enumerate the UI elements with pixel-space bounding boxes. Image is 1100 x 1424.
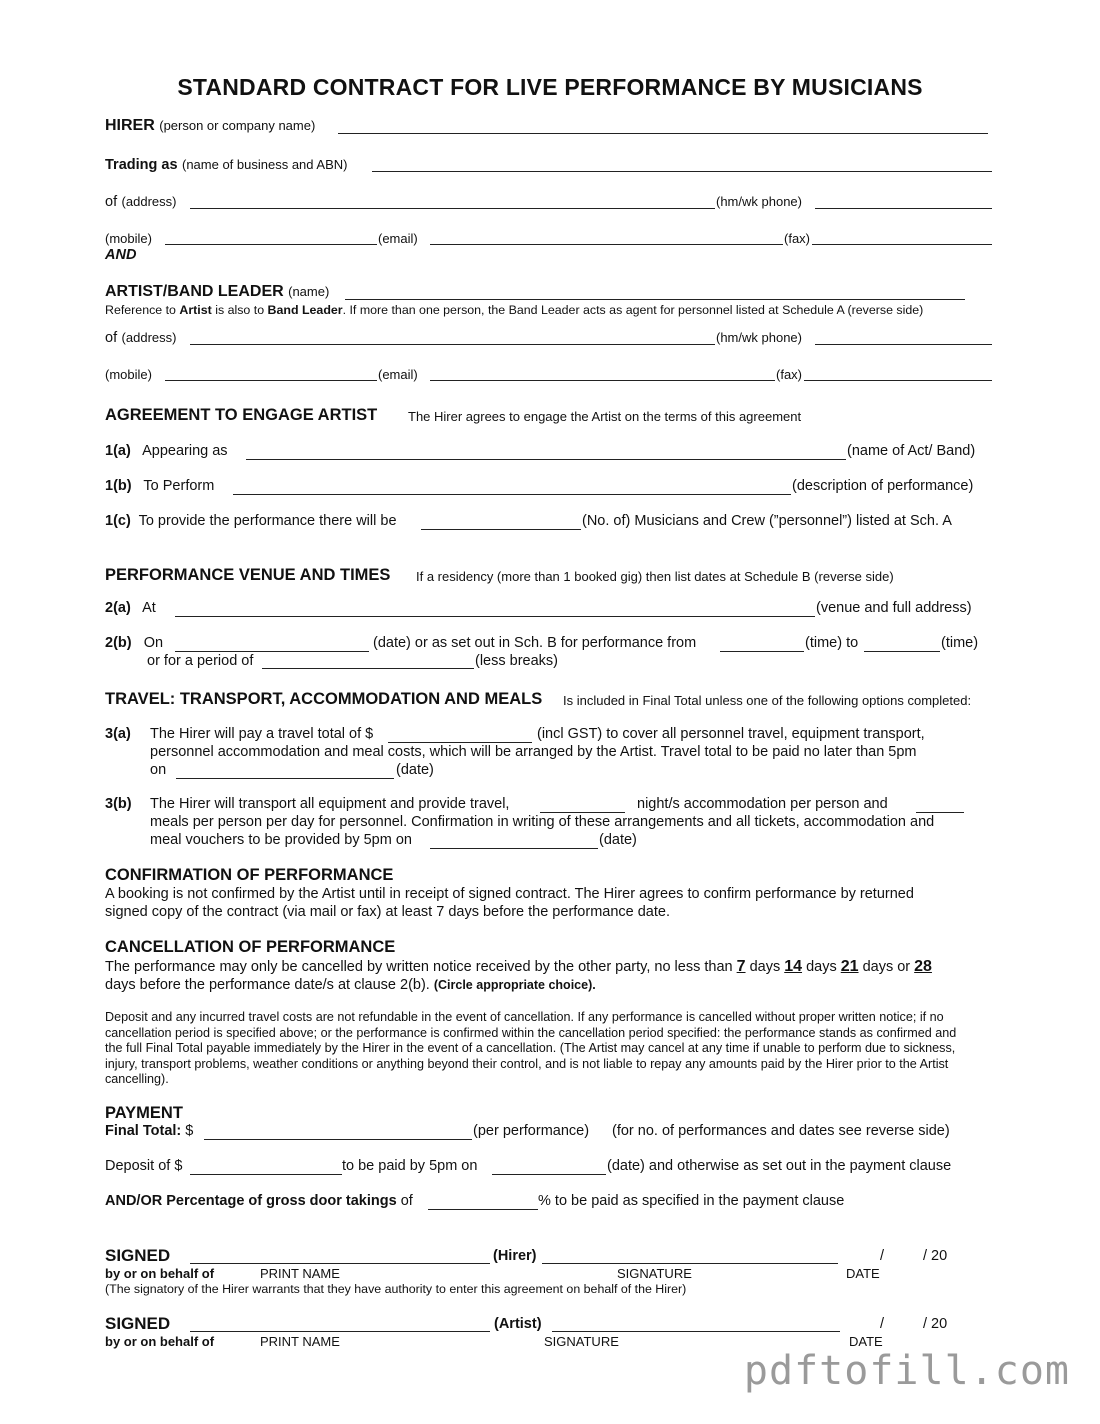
note-post: . If more than one person, the Band Leader acts as agent for personnel listed at Schedule A (reverse side) xyxy=(342,303,924,317)
travel-a-line1a: The Hirer will pay a travel total of $ xyxy=(150,726,374,742)
signed-hirer-label: SIGNED xyxy=(105,1246,171,1265)
cancellation-line1 xyxy=(105,958,932,976)
clause-1c xyxy=(105,513,397,529)
period-field[interactable] xyxy=(262,668,474,669)
travel-b-line1b: night/s accommodation per person and xyxy=(637,796,888,812)
clause-text: Appearing as xyxy=(142,443,228,459)
confirmation-line2: signed copy of the contract (via mail or fax) at least 7 days before the performance date. xyxy=(105,904,670,920)
clause-1b xyxy=(105,478,214,494)
travel-sub: Is included in Final Total unless one of the following options completed: xyxy=(563,693,972,708)
artist-date-slash: / xyxy=(880,1316,885,1332)
clause-num: 1(c) xyxy=(105,513,131,529)
cancellation-text: The performance may only be cancelled by written notice received by the other party, no less than xyxy=(105,959,733,975)
nights-field[interactable] xyxy=(540,812,625,813)
venue-suffix: (venue and full address) xyxy=(816,600,972,616)
cancellation-line2 xyxy=(105,977,596,993)
trading-label: Trading as xyxy=(105,157,178,173)
travel-b-line3a: meal vouchers to be provided by 5pm on xyxy=(150,832,412,848)
clause-text: To provide the performance there will be xyxy=(138,513,397,529)
hirer-row xyxy=(105,117,315,135)
artist-note xyxy=(105,303,923,317)
option-14-days[interactable]: 14 xyxy=(784,958,803,975)
circle-note: (Circle appropriate choice). xyxy=(433,978,596,992)
percentage-field[interactable] xyxy=(428,1209,538,1210)
percentage-text: % to be paid as specified in the payment clause xyxy=(538,1193,845,1209)
venue-sub: If a residency (more than 1 booked gig) then list dates at Schedule B (reverse side) xyxy=(416,569,894,584)
of-label: of xyxy=(400,1193,413,1209)
artist-sub: (name) xyxy=(288,284,330,299)
artist-mobile-label: (mobile) xyxy=(105,367,152,382)
paid-by-label: to be paid by 5pm on xyxy=(342,1158,478,1174)
clause-text: On xyxy=(143,635,164,651)
travel-b-line1a: The Hirer will transport all equipment and provide travel, xyxy=(150,796,510,812)
breaks-label: (less breaks) xyxy=(475,653,558,669)
final-total-field[interactable] xyxy=(204,1139,472,1140)
artist-phone-field[interactable] xyxy=(815,344,992,345)
travel-total-field[interactable] xyxy=(388,742,532,743)
cancellation-heading: CANCELLATION OF PERFORMANCE xyxy=(105,938,396,956)
hirer-phone-label: (hm/wk phone) xyxy=(716,194,802,209)
artist-signature-label: SIGNATURE xyxy=(544,1334,619,1349)
artist-print-label: PRINT NAME xyxy=(260,1334,340,1349)
hirer-label: HIRER xyxy=(105,117,155,134)
artist-row xyxy=(105,283,329,301)
artist-date-year: / 20 xyxy=(923,1316,948,1332)
hirer-mobile-label: (mobile) xyxy=(105,231,152,246)
hirer-behalf: by or on behalf of xyxy=(105,1266,215,1281)
travel-b-line3b: (date) xyxy=(599,832,637,848)
note-band: Band Leader xyxy=(267,303,343,317)
hirer-fax-field[interactable] xyxy=(812,244,992,245)
artist-address-field[interactable] xyxy=(190,344,715,345)
percentage-row xyxy=(105,1193,413,1209)
hirer-email-label: (email) xyxy=(378,231,418,246)
hirer-print-name-field[interactable] xyxy=(190,1263,490,1264)
deposit-date-text: (date) and otherwise as set out in the payment clause xyxy=(607,1158,952,1174)
travel-heading: TRAVEL: TRANSPORT, ACCOMMODATION AND MEALS xyxy=(105,690,543,708)
travel-a-line1b: (incl GST) to cover all personnel travel, equipment transport, xyxy=(537,726,925,742)
musicians-suffix: (No. of) Musicians and Crew (”personnel”) listed at Sch. A xyxy=(582,513,952,529)
note-artist: Artist xyxy=(179,303,212,317)
deposit-field[interactable] xyxy=(190,1174,342,1175)
artist-signature-field[interactable] xyxy=(552,1331,840,1332)
note-pre: Reference to xyxy=(105,303,180,317)
agreement-heading: AGREEMENT TO ENGAGE ARTIST xyxy=(105,406,378,424)
clause-2a xyxy=(105,600,156,616)
artist-email-field[interactable] xyxy=(430,380,775,381)
trading-sub: (name of business and ABN) xyxy=(181,157,348,172)
performance-description-field[interactable] xyxy=(233,494,791,495)
hirer-fax-label: (fax) xyxy=(784,231,810,246)
act-name-field[interactable] xyxy=(246,459,846,460)
of-label: of xyxy=(105,194,118,210)
artist-date-label: DATE xyxy=(849,1334,883,1349)
option-28-days[interactable]: 28 xyxy=(914,958,932,975)
artist-address-label xyxy=(105,329,176,347)
payment-heading: PAYMENT xyxy=(105,1104,183,1122)
hirer-date-slash: / xyxy=(880,1248,885,1264)
hirer-name-field[interactable] xyxy=(338,133,988,134)
artist-fax-field[interactable] xyxy=(804,380,992,381)
hirer-phone-field[interactable] xyxy=(815,208,992,209)
clause-3a-num: 3(a) xyxy=(105,726,131,742)
artist-label: ARTIST/BAND LEADER xyxy=(105,283,284,300)
travel-pay-date-field[interactable] xyxy=(176,778,394,779)
performance-suffix: (description of performance) xyxy=(792,478,974,494)
time-to-text: (time) to xyxy=(805,635,859,651)
vouchers-date-field[interactable] xyxy=(430,848,598,849)
clause-1a xyxy=(105,443,228,459)
clause-num: 2(b) xyxy=(105,635,132,651)
clause-num: 1(a) xyxy=(105,443,131,459)
days-label: days xyxy=(749,959,781,975)
hirer-date-label: DATE xyxy=(846,1266,880,1281)
artist-print-name-field[interactable] xyxy=(190,1331,490,1332)
agreement-sub: The Hirer agrees to engage the Artist on the terms of this agreement xyxy=(408,409,802,424)
artist-phone-label: (hm/wk phone) xyxy=(716,330,802,345)
travel-a-line3b: (date) xyxy=(396,762,434,778)
hirer-email-field[interactable] xyxy=(430,244,783,245)
signed-artist-label: SIGNED xyxy=(105,1314,171,1333)
per-performance: (per performance) xyxy=(473,1123,590,1139)
artist-email-label: (email) xyxy=(378,367,418,382)
hirer-sub: (person or company name) xyxy=(159,118,316,133)
deposit-date-field[interactable] xyxy=(492,1174,606,1175)
clause-2b xyxy=(105,635,163,651)
travel-a-line3a: on xyxy=(150,762,167,778)
hirer-warrant: (The signatory of the Hirer warrants that they have authority to enter this agreement on behalf of the Hirer) xyxy=(105,1282,687,1296)
time-suffix: (time) xyxy=(941,635,979,651)
artist-behalf: by or on behalf of xyxy=(105,1334,215,1349)
hirer-date-year: / 20 xyxy=(923,1248,948,1264)
hirer-mobile-field[interactable] xyxy=(165,244,377,245)
confirmation-line1: A booking is not confirmed by the Artist until in receipt of signed contract. The Hirer agrees to confirm performance by returned xyxy=(105,886,914,902)
cancellation-fine-print: Deposit and any incurred travel costs are not refundable in the event of cancellation. If any performance is cancelled without proper written notice; if no cancellation period is specified above; or the performance is confirmed within the cancellation period specified: the performance stands as confirmed and the full Final Total payable immediately by the Hirer in the event of a cancellation. (The Artist may cancel at any time if unable to perform due to sickness, injury, transport problems, weather conditions or anything beyond their control, and is not liable to repay any amounts paid by the Hirer prior to the Artist cancelling). xyxy=(105,1010,957,1086)
hirer-address-field[interactable] xyxy=(190,208,715,209)
hirer-address-label xyxy=(105,193,176,211)
hirer-signature-field[interactable] xyxy=(542,1263,838,1264)
artist-fax-label: (fax) xyxy=(776,367,802,382)
meals-field[interactable] xyxy=(916,812,964,813)
period-label: or for a period of xyxy=(147,653,254,669)
artist-name-field[interactable] xyxy=(345,299,965,300)
artist-mobile-field[interactable] xyxy=(165,380,377,381)
final-total-label: Final Total: xyxy=(105,1123,182,1139)
dollar-sign: $ xyxy=(185,1123,194,1139)
date-text: (date) or as set out in Sch. B for performance from xyxy=(373,635,697,651)
clause-num: 2(a) xyxy=(105,600,131,616)
days-label: days or xyxy=(862,959,911,975)
clause-text: To Perform xyxy=(143,478,215,494)
artist-role: (Artist) xyxy=(494,1316,542,1332)
of-label: of xyxy=(105,330,118,346)
clause-3b-num: 3(b) xyxy=(105,796,132,812)
cancellation-text: days before the performance date/s at clause 2(b). xyxy=(105,977,430,993)
hirer-print-label: PRINT NAME xyxy=(260,1266,340,1281)
hirer-role: (Hirer) xyxy=(493,1248,537,1264)
page-title: STANDARD CONTRACT FOR LIVE PERFORMANCE BY MUSICIANS xyxy=(177,74,923,100)
confirmation-heading: CONFIRMATION OF PERFORMANCE xyxy=(105,866,394,884)
note-mid: is also to xyxy=(211,303,268,317)
time-to-field[interactable] xyxy=(864,651,940,652)
deposit-label: Deposit of $ xyxy=(105,1158,183,1174)
travel-a-line2: personnel accommodation and meal costs, which will be arranged by the Artist. Travel total to be paid no later than 5pm xyxy=(150,744,917,760)
trading-row xyxy=(105,156,347,174)
hirer-signature-label: SIGNATURE xyxy=(617,1266,692,1281)
trading-field[interactable] xyxy=(372,171,992,172)
venue-heading: PERFORMANCE VENUE AND TIMES xyxy=(105,566,391,584)
performance-date-field[interactable] xyxy=(175,651,369,652)
percentage-label: AND/OR Percentage of gross door takings xyxy=(105,1193,397,1209)
act-name-suffix: (name of Act/ Band) xyxy=(847,443,976,459)
address-label: (address) xyxy=(121,194,177,209)
watermark: pdftofill.com xyxy=(743,1348,1070,1394)
and-label: AND xyxy=(105,247,137,263)
address-label: (address) xyxy=(121,330,177,345)
option-21-days[interactable]: 21 xyxy=(840,958,859,975)
clause-num: 1(b) xyxy=(105,478,132,494)
option-7-days[interactable]: 7 xyxy=(736,958,746,975)
clause-text: At xyxy=(142,600,156,616)
see-reverse: (for no. of performances and dates see reverse side) xyxy=(612,1123,950,1139)
time-from-field[interactable] xyxy=(720,651,804,652)
days-label: days xyxy=(806,959,837,975)
venue-field[interactable] xyxy=(175,616,815,617)
final-total-row xyxy=(105,1123,193,1139)
musicians-count-field[interactable] xyxy=(421,529,581,530)
travel-b-line2: meals per person per day for personnel. Confirmation in writing of these arrangements and all tickets, accommodation and xyxy=(150,814,935,830)
